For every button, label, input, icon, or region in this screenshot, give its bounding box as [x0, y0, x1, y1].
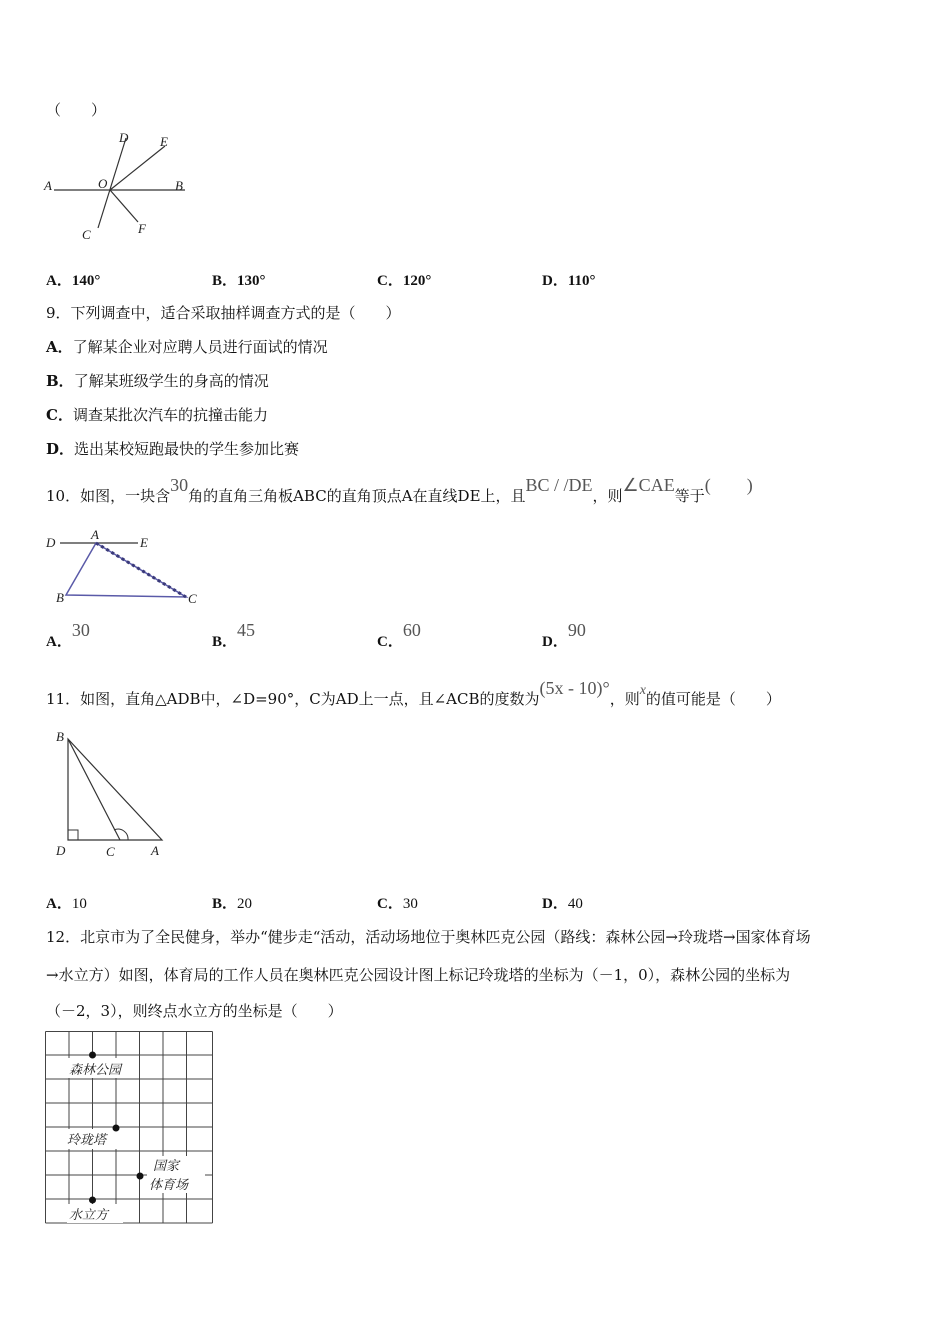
q10-figure — [40, 525, 210, 615]
q8-option-a[interactable]: A．140° — [46, 273, 101, 289]
q12-grid-map — [45, 1031, 217, 1227]
point-water-cube — [89, 1197, 96, 1204]
q8-option-b[interactable]: B．130° — [212, 273, 266, 289]
math-x: x — [639, 683, 646, 698]
label-b: B — [175, 178, 183, 193]
label-stadium-2: 体育场 — [149, 1177, 189, 1192]
q10-option-a[interactable]: A．30 — [46, 620, 90, 650]
q11-option-d[interactable]: D．40 — [542, 896, 583, 912]
q10-option-b[interactable]: B．45 — [212, 620, 256, 650]
q11-option-b[interactable]: B．20 — [212, 896, 253, 912]
q12-stem-line1: 12．北京市为了全民健身，举办“健步走“活动，活动场地位于奥林匹克公园（路线：森林公园→玲珑塔→国家体育场 — [46, 928, 811, 946]
label-d: D — [56, 843, 66, 858]
label-f: F — [138, 221, 146, 236]
q9-option-b[interactable]: B．了解某班级学生的身高的情况 — [46, 372, 269, 390]
label-e: E — [160, 134, 168, 149]
q11-stem: 11．如图，直角△ADB中，∠D=90°，C为AD上一点，且∠ACB的度数为(5x - 10)°，则x的值可能是（ ） — [46, 678, 781, 708]
q8-paren: （ ） — [46, 101, 107, 119]
ray-of — [110, 190, 138, 222]
label-c: C — [188, 591, 197, 606]
q11-figure — [40, 725, 180, 865]
q11-option-a[interactable]: A．10 — [46, 896, 87, 912]
q10-option-c[interactable]: C．60 — [377, 620, 421, 650]
label-tower: 玲珑塔 — [67, 1132, 107, 1147]
angle-arc-acb — [114, 829, 128, 840]
q9-option-c[interactable]: C．调查某批次汽车的抗撞击能力 — [46, 406, 268, 424]
q9-option-a[interactable]: A．了解某企业对应聘人员进行面试的情况 — [46, 338, 328, 356]
label-forest-park: 森林公园 — [69, 1062, 122, 1077]
label-c: C — [106, 844, 115, 859]
label-d: D — [119, 130, 129, 145]
q12-stem-line3: （－2，3），则终点水立方的坐标是（ ） — [46, 1002, 343, 1020]
label-o: O — [98, 176, 108, 191]
q10-option-d[interactable]: D．90 — [542, 620, 586, 650]
label-water-cube: 水立方 — [69, 1207, 109, 1222]
math-30: 30 — [170, 475, 189, 495]
label-c: C — [82, 227, 91, 242]
math-5x-10: (5x - 10)° — [539, 678, 610, 698]
label-stadium-1: 国家 — [153, 1158, 180, 1173]
math-bc-parallel-de: BC / /DE — [525, 475, 593, 495]
q8-option-d[interactable]: D．110° — [542, 273, 596, 289]
math-angle-cae: ∠CAE — [622, 475, 675, 495]
q11-option-c[interactable]: C．30 — [377, 896, 418, 912]
q9-stem: 9．下列调查中，适合采取抽样调查方式的是（ ） — [46, 304, 401, 322]
q8-option-c[interactable]: C．120° — [377, 273, 432, 289]
label-b: B — [56, 590, 64, 605]
q8-figure — [40, 128, 200, 248]
ray-oe — [110, 146, 165, 190]
right-angle-mark — [68, 830, 78, 840]
label-a: A — [151, 843, 159, 858]
q12-stem-line2: →水立方）如图，体育局的工作人员在奥林匹克公园设计图上标记玲珑塔的坐标为（－1，0），森林公园的坐标为 — [46, 966, 791, 984]
segment-bc — [68, 739, 120, 840]
q10-paren: ( ) — [704, 475, 753, 495]
triangle-adb — [68, 739, 162, 840]
point-tower — [113, 1125, 120, 1132]
label-d: D — [46, 535, 56, 550]
label-b: B — [56, 729, 64, 744]
label-a: A — [91, 527, 99, 542]
label-e: E — [140, 535, 148, 550]
q9-option-d[interactable]: D．选出某校短跑最快的学生参加比赛 — [46, 440, 300, 458]
point-stadium — [137, 1173, 144, 1180]
triangle-abc — [66, 543, 186, 597]
q10-stem: 10．如图，一块含30角的直角三角板ABC的直角顶点A在直线DE上，且BC / /DE，则∠CAE等于( ) — [46, 475, 753, 505]
point-forest-park — [89, 1052, 96, 1059]
label-a: A — [44, 178, 52, 193]
